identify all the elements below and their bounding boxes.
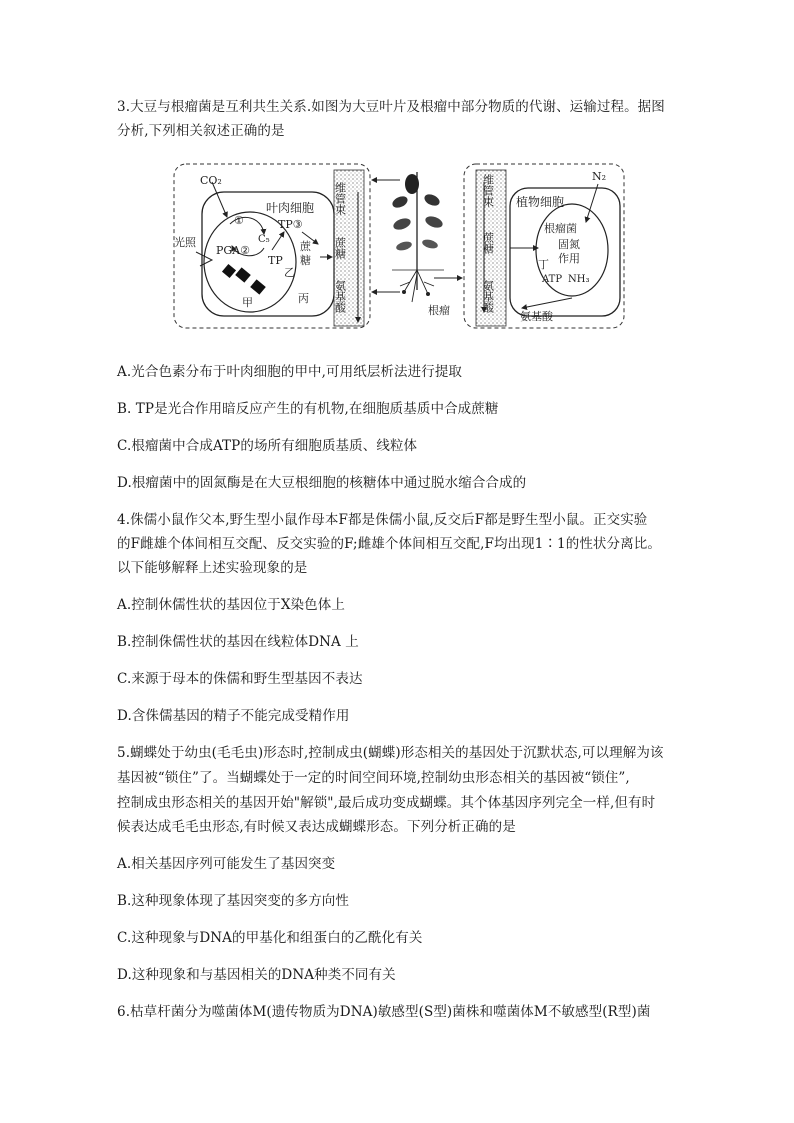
vascular-right-label: 维管束 xyxy=(481,174,495,207)
soybean-plant xyxy=(391,172,445,302)
yi-label: 乙 xyxy=(284,266,295,279)
q3-figure xyxy=(172,162,627,330)
q3-option-d: D.根瘤菌中的固氮酶是在大豆根细胞的核糖体中通过脱水缩合合成的 xyxy=(117,475,527,491)
light-label: 光照 xyxy=(174,236,196,249)
nh3-label: NH₃ xyxy=(568,274,590,285)
bing-label: 丙 xyxy=(298,292,309,305)
q4-option-a: A.控制休儒性状的基因位于X染色体上 xyxy=(117,597,345,613)
q3-stem-line1: 3.大豆与根瘤菌是互利共生关系.如图为大豆叶片及根瘤中部分物质的代谢、运输过程。据图 xyxy=(117,99,665,115)
granum xyxy=(235,267,251,282)
q5-option-b: B.这种现象体现了基因突变的多方向性 xyxy=(117,893,350,909)
q5-stem-line2: 基因被“锁住”了。当蝴蝶处于一定的时间空间环境,控制幼虫形态相关的基因被“锁住”, xyxy=(117,770,630,786)
granum xyxy=(222,264,236,278)
amino-bottom-label: 氨基酸 xyxy=(520,310,553,323)
nodule-label: 根瘤 xyxy=(428,304,450,317)
q3-option-c: C.根瘤菌中合成ATP的场所有细胞质基质、线粒体 xyxy=(117,438,418,454)
granum xyxy=(250,279,266,294)
q3-option-b: B. TP是光合作用暗反应产生的有机物,在细胞质基质中合成蔗糖 xyxy=(117,401,499,417)
rhizobia-label: 根瘤菌 xyxy=(544,222,577,235)
q4-option-d: D.含侏儒基因的精子不能完成受精作用 xyxy=(117,708,350,724)
q3-option-a: A.光合色素分布于叶肉细胞的甲中,可用纸层析法进行提取 xyxy=(117,364,463,380)
plant-cell-label: 植物细胞 xyxy=(516,195,565,209)
atp-label: ATP xyxy=(542,274,563,285)
q4-stem-line1: 4.侏儒小鼠作父本,野生型小鼠作母本F都是侏儒小鼠,反交后F都是野生型小鼠。正交实验 xyxy=(117,512,648,528)
vascular-left-label: 维管束 xyxy=(333,182,347,215)
sucrose-leaf-label: 蔗 xyxy=(300,240,311,253)
amino-right-col-label: 氨基酸 xyxy=(481,280,495,313)
ding-label: 丁 xyxy=(538,258,549,271)
step1-label: ① xyxy=(234,214,244,227)
q5-stem-line1: 5.蝴蝶处于幼虫(毛毛虫)形态时,控制成虫(蝴蝶)形态相关的基因处于沉默状态,可以理解为该 xyxy=(117,745,664,761)
sucrose-leaf-label: 糖 xyxy=(300,254,311,267)
q6-stem-line1: 6.枯草杆菌分为噬菌体M(遗传物质为DNA)敏感型(S型)菌株和噬菌体M不敏感型(R型)菌 xyxy=(117,1004,651,1020)
co2-label: CO₂ xyxy=(200,174,222,187)
q3-stem-line2: 分析,下列相关叙述正确的是 xyxy=(117,123,285,139)
amino-left-col-label: 氨基酸 xyxy=(333,280,347,313)
q5-stem-line4: 候表达成毛毛虫形态,有时候又表达成蝴蝶形态。下列分析正确的是 xyxy=(117,819,516,835)
q5-stem-line3: 控制成虫形态相关的基因开始"解锁",最后成功变成蝴蝶。其个体基因序列完全一样,但有时 xyxy=(117,795,656,811)
q4-option-b: B.控制侏儒性状的基因在线粒体DNA 上 xyxy=(117,634,359,650)
q4-stem-line2: 的F雌雄个体间相互交配、反交实验的F;雌雄个体间相互交配,F均出现1∶1的性状分离比。 xyxy=(117,536,661,552)
nitrogen-fixation-label: 作用 xyxy=(558,252,580,265)
n2-label: N₂ xyxy=(592,170,607,183)
c5-label: C₅ xyxy=(258,234,270,245)
step2-label: PGA② xyxy=(216,244,250,257)
jia-label: 甲 xyxy=(242,296,253,309)
step3-label: TP③ xyxy=(278,218,303,231)
q4-stem-line3: 以下能够解释上述实验现象的是 xyxy=(117,560,308,576)
sucrose-left-col-label: 蔗糖 xyxy=(333,237,347,259)
q5-option-c: C.这种现象与DNA的甲基化和组蛋白的乙酰化有关 xyxy=(117,930,423,946)
nitrogen-fixation-label: 固氮 xyxy=(558,238,580,251)
q5-option-d: D.这种现象和与基因相关的DNA种类不同有关 xyxy=(117,967,396,983)
leaf-cell-label: 叶肉细胞 xyxy=(266,201,315,215)
tp-label: TP xyxy=(268,254,283,267)
q4-option-c: C.来源于母本的侏儒和野生型基因不表达 xyxy=(117,671,363,687)
q5-option-a: A.相关基因序列可能发生了基因突变 xyxy=(117,856,336,872)
sucrose-right-col-label: 蔗糖 xyxy=(481,232,495,254)
